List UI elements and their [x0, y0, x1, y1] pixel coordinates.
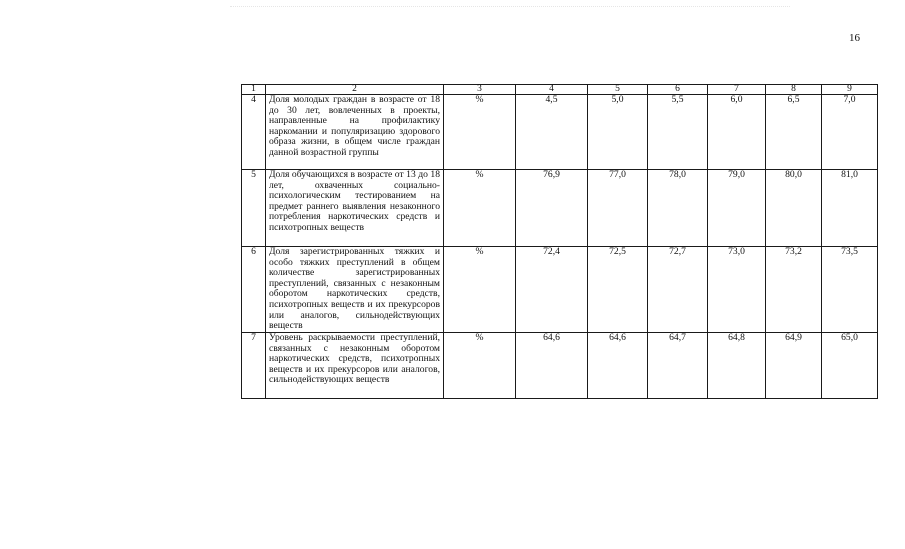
value-cell: 73,0: [708, 247, 766, 333]
column-number-header: 3: [444, 85, 516, 95]
table-row: [242, 247, 878, 333]
column-number-header: 8: [766, 85, 822, 95]
table-row: [242, 170, 878, 247]
column-number-header: 5: [588, 85, 648, 95]
column-number-header: 4: [516, 85, 588, 95]
value-cell: 72,5: [588, 247, 648, 333]
page-number: 16: [849, 32, 860, 44]
column-number-header: 6: [648, 85, 708, 95]
value-cell: 6,0: [708, 95, 766, 170]
unit-cell: %: [444, 95, 516, 170]
column-number-header: 7: [708, 85, 766, 95]
value-cell: 64,6: [516, 333, 588, 399]
value-cell: 64,7: [648, 333, 708, 399]
value-cell: 5,0: [588, 95, 648, 170]
value-cell: 6,5: [766, 95, 822, 170]
row-number: 6: [242, 247, 266, 333]
value-cell: 76,9: [516, 170, 588, 247]
value-cell: 78,0: [648, 170, 708, 247]
column-number-header: 1: [242, 85, 266, 95]
value-cell: 65,0: [822, 333, 878, 399]
value-cell: 64,8: [708, 333, 766, 399]
column-number-header: 9: [822, 85, 878, 95]
table-row: [242, 95, 878, 170]
value-cell: 4,5: [516, 95, 588, 170]
unit-cell: %: [444, 247, 516, 333]
value-cell: 72,7: [648, 247, 708, 333]
value-cell: 7,0: [822, 95, 878, 170]
indicator-name: Доля молодых граждан в возрасте от 18 до 30 лет, вовлеченных в проекты, направленные на профилактику наркомании и популяризацию здорового образа жизни, в общем числе граждан данной возрастной группы: [266, 95, 444, 170]
indicator-name: Уровень раскрываемости преступлений, связанных с незаконным оборотом наркотических средств, психотропных веществ и их прекурсоров или аналогов, сильнодействующих веществ: [266, 333, 444, 399]
indicator-name: Доля зарегистрированных тяжких и особо тяжких преступлений в общем количестве зарегистрированных преступлений, связанных с незаконным оборотом наркотических средств, психотропных веществ и их прекурсоров или аналогов, сильнодействующих веществ: [266, 247, 444, 333]
value-cell: 73,5: [822, 247, 878, 333]
value-cell: 64,6: [588, 333, 648, 399]
unit-cell: %: [444, 170, 516, 247]
value-cell: 73,2: [766, 247, 822, 333]
table-header-row: [242, 85, 878, 95]
value-cell: 81,0: [822, 170, 878, 247]
value-cell: 72,4: [516, 247, 588, 333]
indicators-table-container: [241, 84, 877, 399]
value-cell: 77,0: [588, 170, 648, 247]
value-cell: 5,5: [648, 95, 708, 170]
row-number: 4: [242, 95, 266, 170]
indicator-name: Доля обучающихся в возрасте от 13 до 18 лет, охваченных социально-психологическим тестированием на предмет раннего выявления незаконного потребления наркотических средств и психотропных веществ: [266, 170, 444, 247]
unit-cell: %: [444, 333, 516, 399]
value-cell: 79,0: [708, 170, 766, 247]
row-number: 5: [242, 170, 266, 247]
indicators-table: [241, 84, 878, 399]
scan-artifact: [230, 6, 790, 17]
column-number-header: 2: [266, 85, 444, 95]
value-cell: 64,9: [766, 333, 822, 399]
table-row: [242, 333, 878, 399]
value-cell: 80,0: [766, 170, 822, 247]
row-number: 7: [242, 333, 266, 399]
